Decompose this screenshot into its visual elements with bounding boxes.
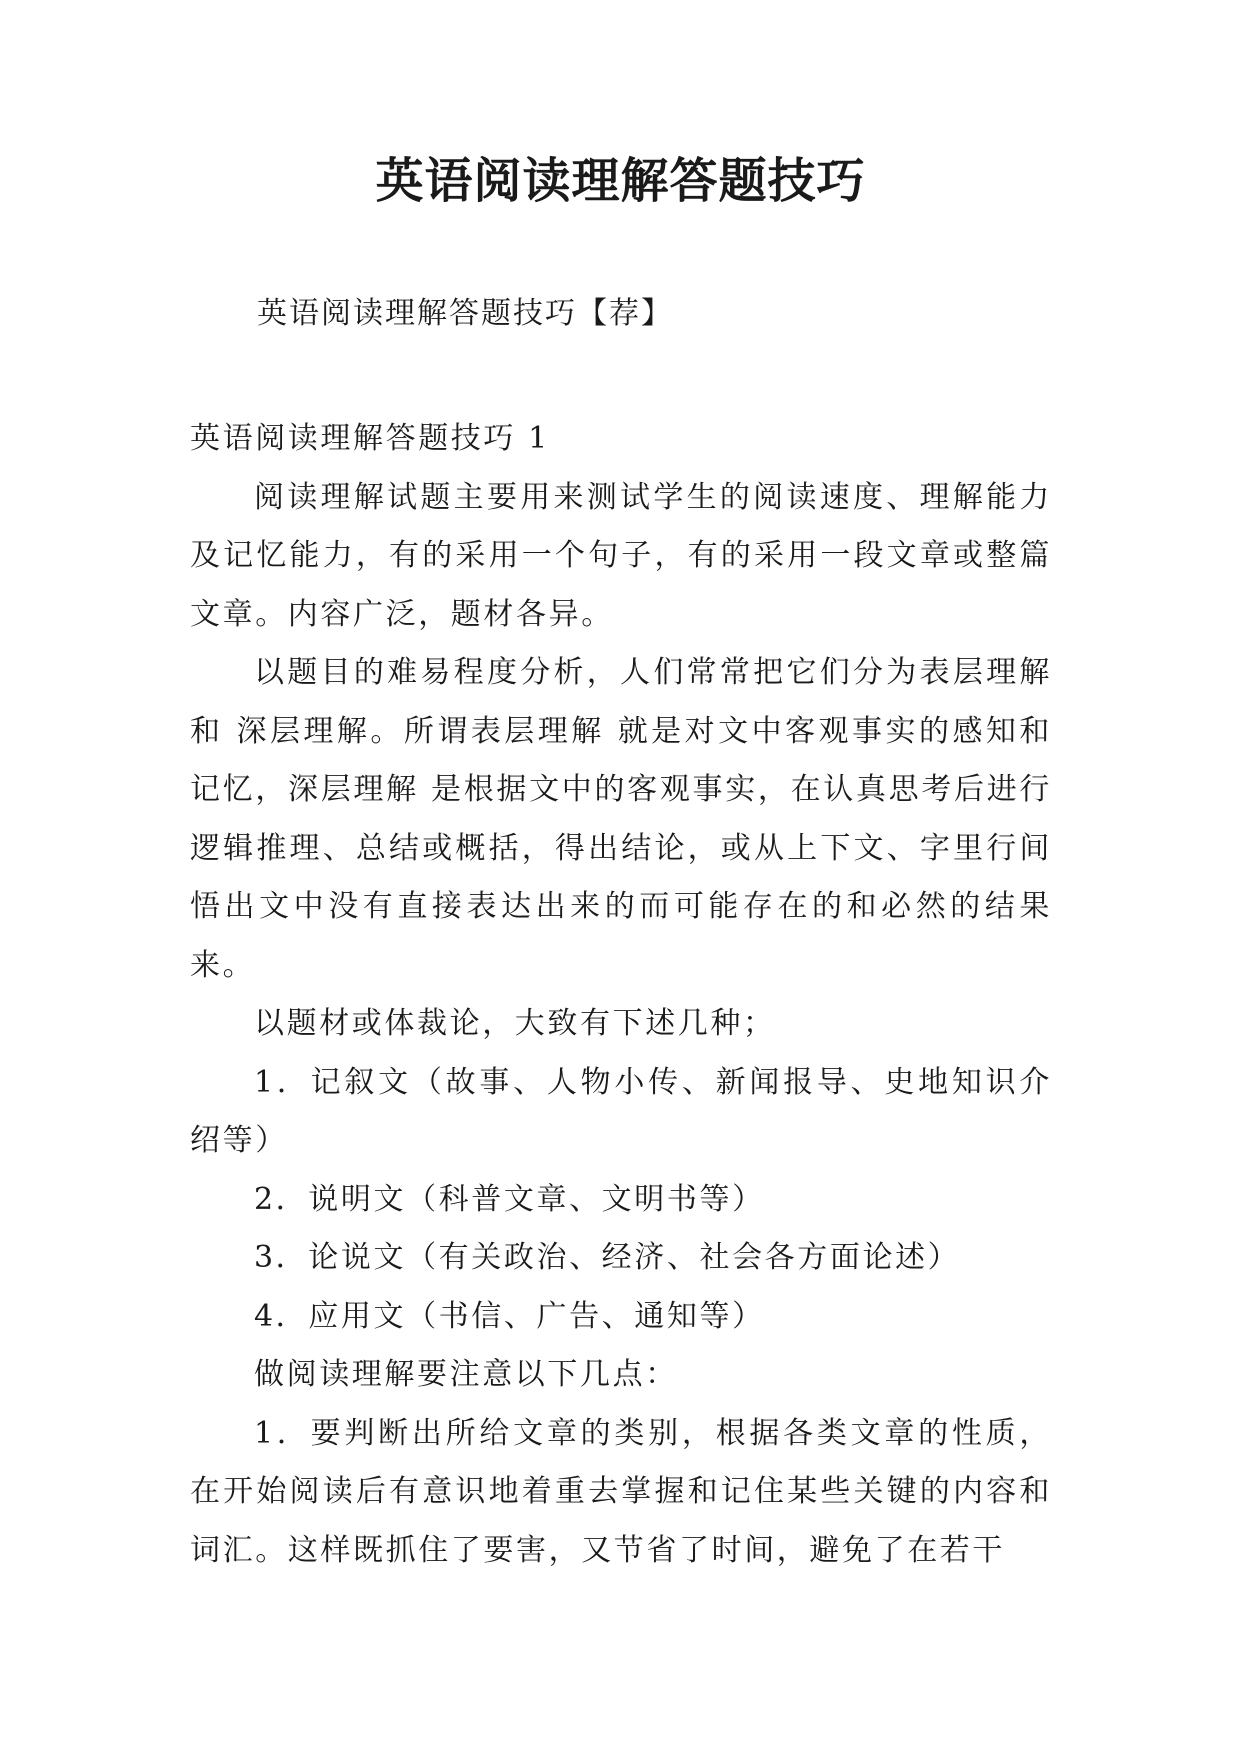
paragraph: 以题材或体裁论，大致有下述几种；: [254, 1006, 776, 1041]
paragraph: 阅读理解试题主要用来测试学生的阅读速度、理解能力及记忆能力，有的采用一个句子，有的采用一段文章或整篇文章。内容广泛，题材各异。: [190, 479, 1052, 632]
list-item: 4．应用文（书信、广告、通知等）: [254, 1298, 765, 1334]
list-item: 3．论说文（有关政治、经济、社会各方面论述）: [254, 1240, 961, 1275]
list-item: 1．记叙文（故事、人物小传、新闻报导、史地知识介绍等）: [190, 1064, 1052, 1158]
document-body: [190, 410, 1052, 1580]
list-item: 1．要判断出所给文章的类别，根据各类文章的性质，在开始阅读后有意识地着重去掌握和记住某些关键的内容和词汇。这样既抓住了要害，又节省了时间，避免了在若干: [190, 1415, 1052, 1568]
list-item: 2．说明文（科普文章、文明书等）: [254, 1181, 765, 1217]
paragraph: 做阅读理解要注意以下几点：: [254, 1357, 678, 1392]
section-heading: 英语阅读理解答题技巧 1: [190, 421, 550, 456]
document-subtitle: 英语阅读理解答题技巧【荐】: [257, 296, 673, 331]
document-title: 英语阅读理解答题技巧: [375, 153, 866, 209]
paragraph: 以题目的难易程度分析，人们常常把它们分为表层理解和 深层理解。所谓表层理解 就是对文中客观事实的感知和记忆，深层理解 是根据文中的客观事实，在认真思考后进行逻辑推理、总结或概括，得出结论，或从上下文、字里行间悟出文中没有直接表达出来的而可能存在的和必然的结果来。: [190, 655, 1052, 983]
